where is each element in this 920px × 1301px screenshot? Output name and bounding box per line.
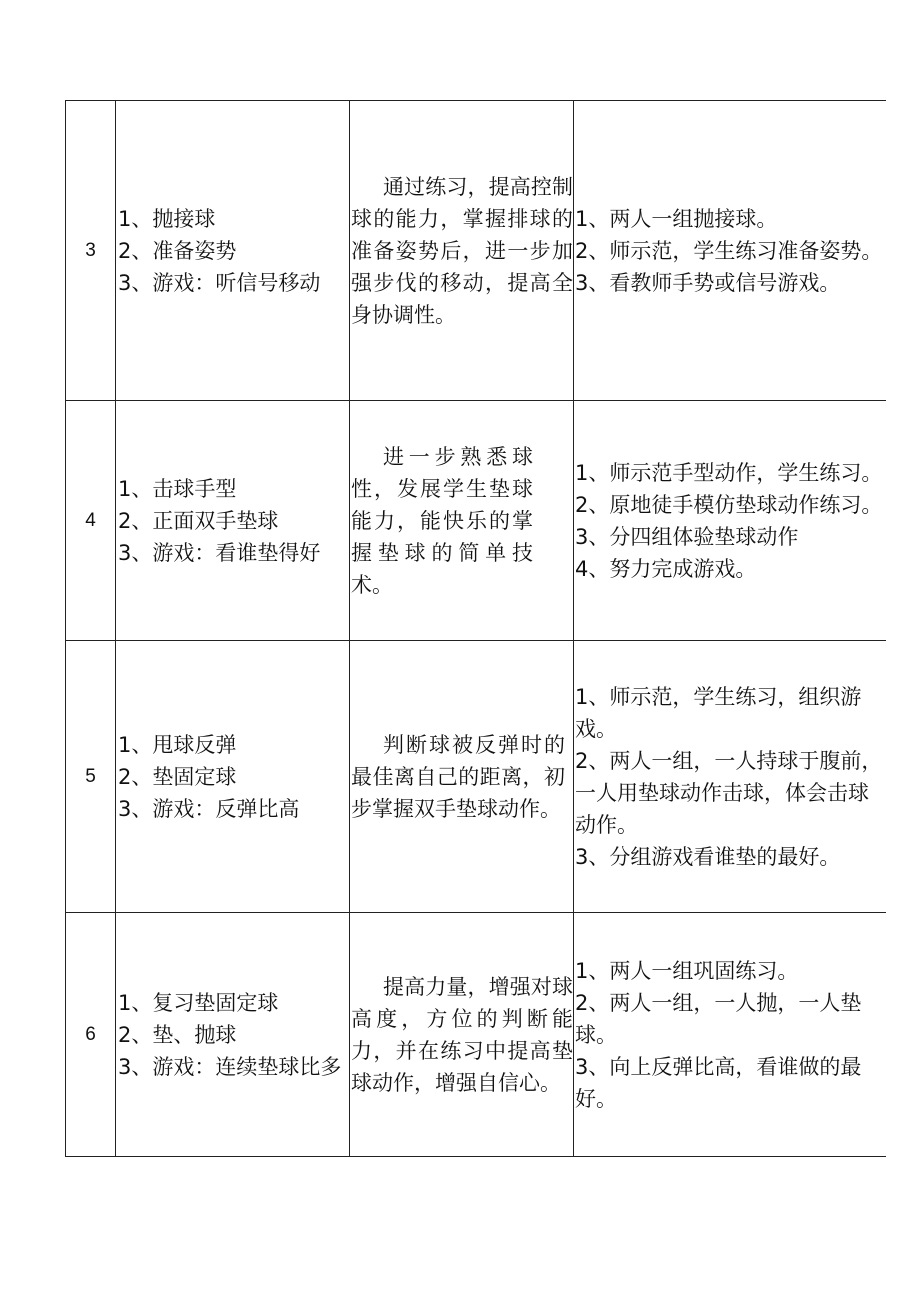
content-item: 2、准备姿势 [118, 238, 237, 263]
method-item: 1、两人一组抛接球。 [575, 206, 778, 231]
lesson-number: 3 [66, 101, 116, 401]
goal-text: 通过练习，提高控制球的能力，掌握排球的准备姿势后，进一步加强步伐的移动，提高全身协调性。 [351, 174, 573, 327]
method-item: 2、两人一组，一人抛，一人垫球。 [575, 990, 862, 1047]
table-row [66, 913, 886, 1157]
goal-text: 进一步熟悉球性，发展学生垫球能力，能快乐的掌握垫球的简单技术。 [351, 444, 533, 597]
lesson-number: 5 [66, 641, 116, 913]
lesson-content [116, 641, 350, 913]
content-item: 1、甩球反弹 [118, 732, 237, 757]
lesson-method [574, 913, 886, 1157]
table-row [66, 101, 886, 401]
lesson-goal [350, 101, 574, 401]
table-row [66, 401, 886, 641]
content-item: 2、正面双手垫球 [118, 508, 279, 533]
content-item: 1、复习垫固定球 [118, 990, 279, 1015]
lesson-goal [350, 401, 574, 641]
lesson-number: 4 [66, 401, 116, 641]
method-item: 2、原地徒手模仿垫球动作练习。 [575, 492, 883, 517]
method-item: 1、师示范手型动作，学生练习。 [575, 460, 883, 485]
method-item: 2、师示范，学生练习准备姿势。 [575, 238, 883, 263]
method-item: 1、师示范，学生练习，组织游戏。 [575, 684, 862, 741]
content-item: 3、游戏：连续垫球比多 [118, 1054, 342, 1079]
method-item: 3、分四组体验垫球动作 [575, 524, 799, 549]
method-item: 3、分组游戏看谁垫的最好。 [575, 844, 841, 869]
lesson-number: 6 [66, 913, 116, 1157]
lesson-method [574, 401, 886, 641]
content-item: 1、抛接球 [118, 206, 216, 231]
content-item: 2、垫、抛球 [118, 1022, 237, 1047]
lesson-method [574, 641, 886, 913]
goal-text: 提高力量，增强对球高度，方位的判断能力，并在练习中提高垫球动作，增强自信心。 [351, 974, 573, 1095]
content-item: 3、游戏：听信号移动 [118, 270, 321, 295]
content-item: 3、游戏：反弹比高 [118, 796, 300, 821]
method-item: 1、两人一组巩固练习。 [575, 958, 799, 983]
method-item: 3、看教师手势或信号游戏。 [575, 270, 841, 295]
goal-text: 判断球被反弹时的最佳离自己的距离，初步掌握双手垫球动作。 [351, 732, 565, 821]
lesson-content [116, 101, 350, 401]
table-row [66, 641, 886, 913]
method-item: 2、两人一组，一人持球于腹前，一人用垫球动作击球，体会击球动作。 [575, 748, 883, 837]
lesson-content [116, 401, 350, 641]
content-item: 1、击球手型 [118, 476, 237, 501]
method-item: 4、努力完成游戏。 [575, 556, 757, 581]
lesson-goal [350, 913, 574, 1157]
lesson-method [574, 101, 886, 401]
content-item: 3、游戏：看谁垫得好 [118, 540, 321, 565]
lesson-plan-table [65, 100, 886, 1157]
method-item: 3、向上反弹比高，看谁做的最好。 [575, 1054, 862, 1111]
lesson-content [116, 913, 350, 1157]
content-item: 2、垫固定球 [118, 764, 237, 789]
lesson-goal [350, 641, 574, 913]
